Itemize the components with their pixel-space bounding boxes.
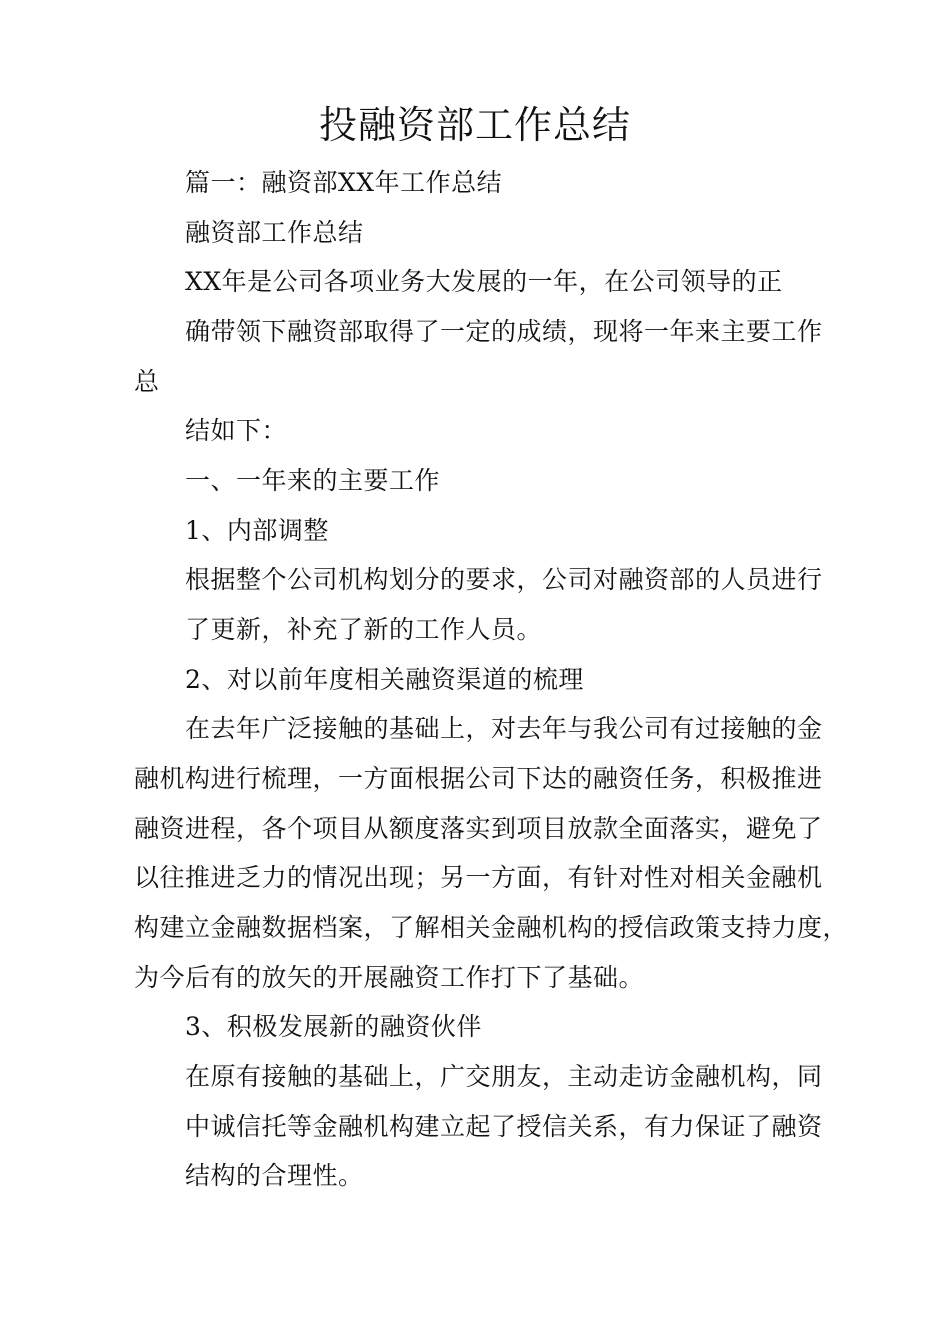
paragraph-line: 根据整个公司机构划分的要求，公司对融资部的人员进行: [185, 565, 823, 594]
paragraph-line: 确带领下融资部取得了一定的成绩，现将一年来主要工作: [185, 317, 823, 346]
section-heading: 篇一：融资部XX年工作总结: [185, 168, 503, 197]
paragraph-line: 融机构进行梳理，一方面根据公司下达的融资任务，积极推进: [134, 764, 823, 793]
paragraph-line: 中诚信托等金融机构建立起了授信关系，有力保证了融资: [185, 1112, 823, 1141]
paragraph-line: 总: [134, 367, 160, 396]
document-title: 投融资部工作总结: [318, 103, 631, 147]
paragraph-line: 结构的合理性。: [185, 1161, 364, 1190]
paragraph-line: 在原有接触的基础上，广交朋友，主动走访金融机构，同: [185, 1062, 823, 1091]
paragraph-line: 为今后有的放矢的开展融资工作打下了基础。: [134, 963, 645, 992]
item-heading: 1、内部调整: [185, 516, 329, 545]
item-heading: 2、对以前年度相关融资渠道的梳理: [185, 665, 584, 694]
paragraph-line: 以往推进乏力的情况出现；另一方面，有针对性对相关金融机: [134, 863, 823, 892]
section-heading: 一、一年来的主要工作: [185, 466, 441, 495]
paragraph-line: 构建立金融数据档案，了解相关金融机构的授信政策支持力度，: [134, 913, 849, 942]
item-heading: 3、积极发展新的融资伙伴: [185, 1012, 482, 1041]
paragraph-line: 结如下：: [185, 416, 288, 445]
paragraph-line: 在去年广泛接触的基础上，对去年与我公司有过接触的金: [185, 714, 823, 743]
paragraph-line: 融资进程，各个项目从额度落实到项目放款全面落实，避免了: [134, 814, 823, 843]
paragraph-line: 了更新，补充了新的工作人员。: [185, 615, 543, 644]
paragraph-line: XX年是公司各项业务大发展的一年，在公司领导的正: [185, 267, 783, 296]
subheading: 融资部工作总结: [185, 218, 364, 247]
